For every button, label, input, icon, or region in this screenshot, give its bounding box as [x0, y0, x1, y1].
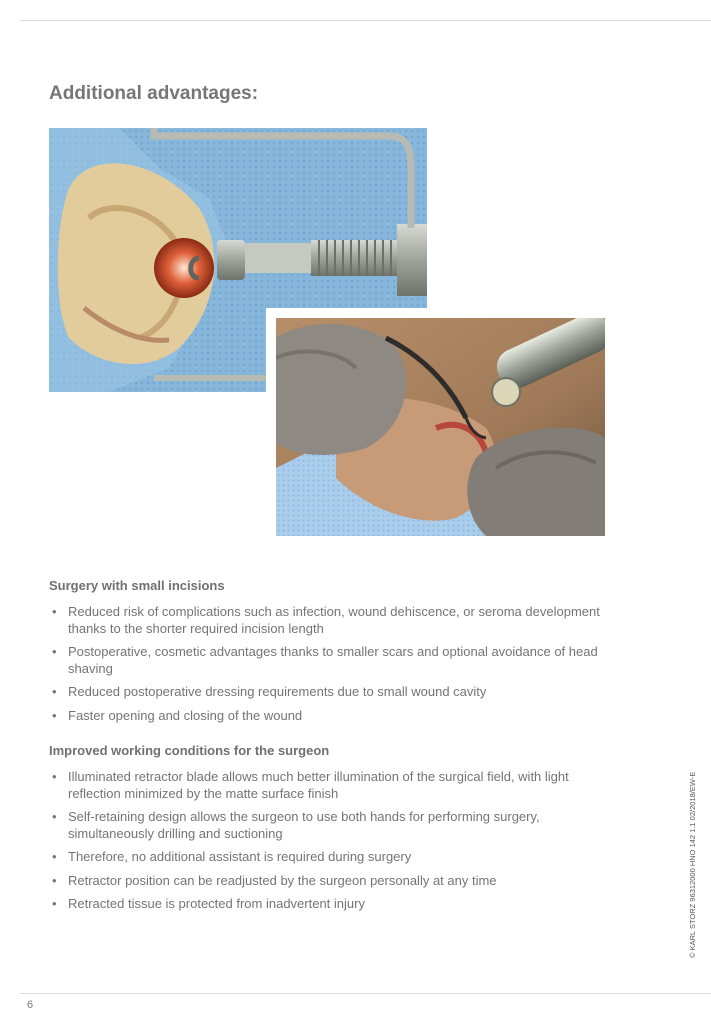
list-item-text: Illuminated retractor blade allows much better illumination of the surgical field, with light reflection minimized by the matte surface finish	[68, 769, 569, 801]
list-item	[49, 684, 609, 701]
bullet-icon: •	[52, 809, 57, 824]
list-item-text: Self-retaining design allows the surgeon to use both hands for performing surgery, simultaneously drilling and suctioning	[68, 809, 540, 841]
list-item-text: Postoperative, cosmetic advantages thanks to smaller scars and optional avoidance of head shaving	[68, 644, 598, 676]
list-item	[49, 644, 609, 677]
bullet-icon: •	[52, 849, 57, 864]
bullet-list	[49, 769, 609, 913]
bullet-icon: •	[52, 604, 57, 619]
list-item-text: Reduced postoperative dressing requirements due to small wound cavity	[68, 684, 487, 699]
surgical-photo-hands	[276, 318, 605, 536]
section-title: Improved working conditions for the surgeon	[49, 743, 330, 758]
list-item-text: Reduced risk of complications such as infection, wound dehiscence, or seroma development thanks to the shorter required incision length	[68, 604, 600, 636]
page-heading: Additional advantages:	[49, 83, 259, 104]
list-item	[49, 896, 609, 913]
list-item-text: Therefore, no additional assistant is required during surgery	[68, 849, 412, 864]
list-item	[49, 849, 609, 866]
section-title: Surgery with small incisions	[49, 578, 225, 593]
copyright-note: © KARL STORZ 96312000 HNO 142 1.1 02/2018/EW-E	[688, 771, 697, 958]
bullet-icon: •	[52, 896, 57, 911]
list-item	[49, 708, 609, 725]
bullet-icon: •	[52, 684, 57, 699]
top-divider	[20, 20, 711, 21]
list-item-text: Retractor position can be readjusted by the surgeon personally at any time	[68, 872, 497, 888]
list-item	[49, 604, 609, 637]
bullet-icon: •	[52, 644, 57, 659]
bullet-list	[49, 604, 609, 724]
bottom-divider	[20, 993, 711, 994]
bullet-icon: •	[52, 769, 57, 784]
bullet-icon: •	[52, 707, 57, 723]
list-item	[49, 873, 609, 890]
list-item-text: Faster opening and closing of the wound	[68, 707, 303, 723]
section-working-conditions	[49, 743, 609, 920]
page-number: 6	[27, 999, 34, 1011]
list-item	[49, 809, 609, 842]
list-item-text: Retracted tissue is protected from inadvertent injury	[68, 896, 365, 911]
bullet-icon: •	[52, 872, 57, 888]
list-item	[49, 769, 609, 802]
section-small-incisions	[49, 578, 609, 731]
